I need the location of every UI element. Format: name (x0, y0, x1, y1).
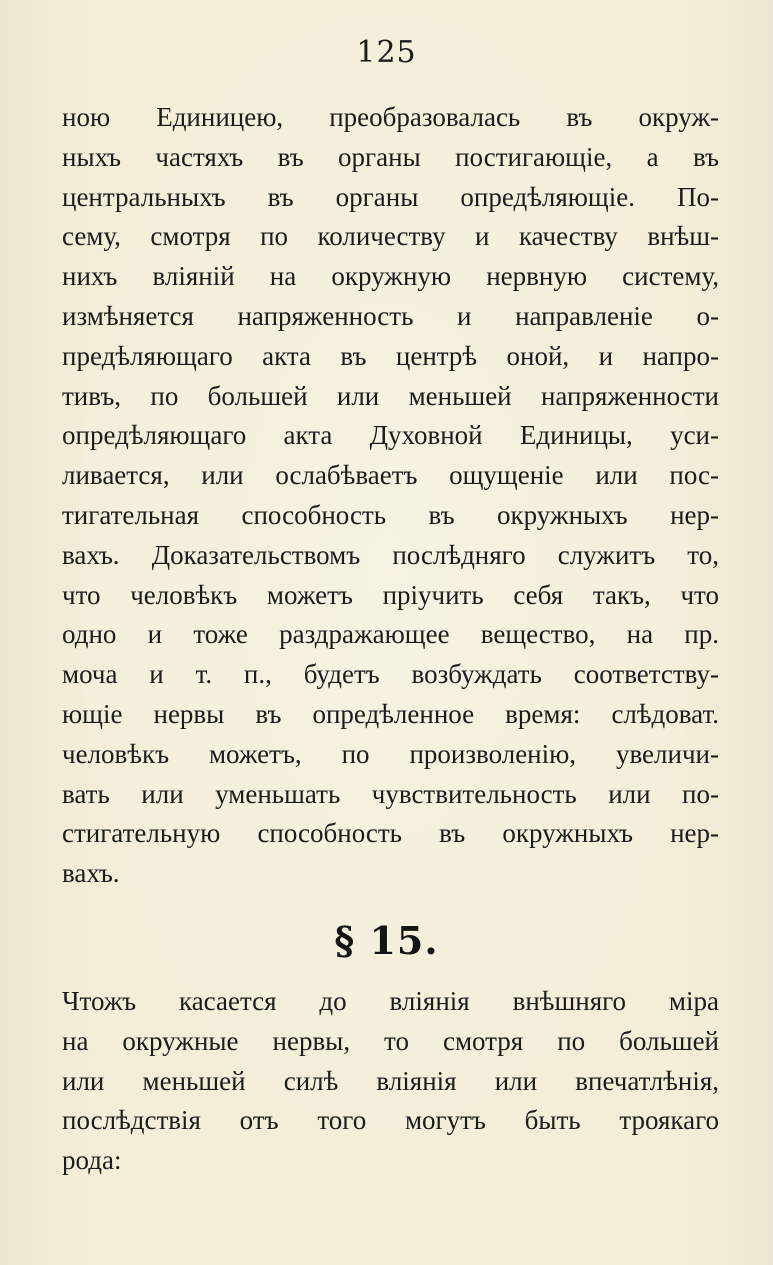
text-line: ющіе нервы въ опредѣленное время: слѣдоват. (62, 698, 719, 729)
text-line: измѣняется напряженность и направленіе о- (62, 300, 719, 331)
text-line: Чтожъ касается до вліянія внѣшняго міра (62, 986, 719, 1016)
text-line: вать или уменьшать чувствительность или по- (62, 778, 719, 809)
text-line: стигательную способность въ окружныхъ нер- (62, 818, 719, 849)
text-line: что человѣкъ можетъ пріучить себя такъ, что (62, 579, 719, 610)
text-line: ливается, или ослабѣваетъ ощущеніе или пос- (62, 460, 719, 491)
text-line: центральныхъ въ органы опредѣляющіе. По- (62, 181, 719, 212)
text-line: тивъ, по большей или меньшей напряженности (62, 380, 719, 411)
text-line: моча и т. п., будетъ возбуждать соответству- (62, 659, 719, 690)
paragraph-1 (62, 98, 719, 894)
text-line: вахъ. Доказательствомъ послѣдняго служитъ то, (62, 539, 719, 570)
text-line: человѣкъ можетъ, по произволенію, увеличи- (62, 738, 719, 769)
text-line: или меньшей силѣ вліянія или впечатлѣнія, (62, 1065, 719, 1096)
page-number: 125 (356, 35, 417, 70)
text-line: ною Единицею, преобразовалась въ окруж- (62, 102, 719, 132)
text-line: нихъ вліяній на окружную нервную систему, (62, 261, 719, 292)
section-heading: § 15. (334, 918, 439, 963)
text-line: предѣляющаго акта въ центрѣ оной, и напро- (62, 340, 719, 371)
text-line: рода: (62, 1145, 122, 1176)
text-line: опредѣляющаго акта Духовной Единицы, уси- (62, 420, 719, 451)
text-line: одно и тоже раздражающее вещество, на пр. (62, 619, 719, 650)
text-line: тигательная способность въ окружныхъ нер- (62, 499, 719, 530)
text-line: сему, смотря по количеству и качеству внѣш- (62, 221, 719, 252)
text-line: послѣдствія отъ того могутъ быть троякаго (62, 1105, 719, 1136)
text-line: на окружные нервы, то смотря по большей (62, 1025, 719, 1056)
text-line: вахъ. (62, 858, 120, 889)
text-line: ныхъ частяхъ въ органы постигающіе, а въ (62, 141, 719, 172)
paragraph-2 (62, 982, 719, 1181)
